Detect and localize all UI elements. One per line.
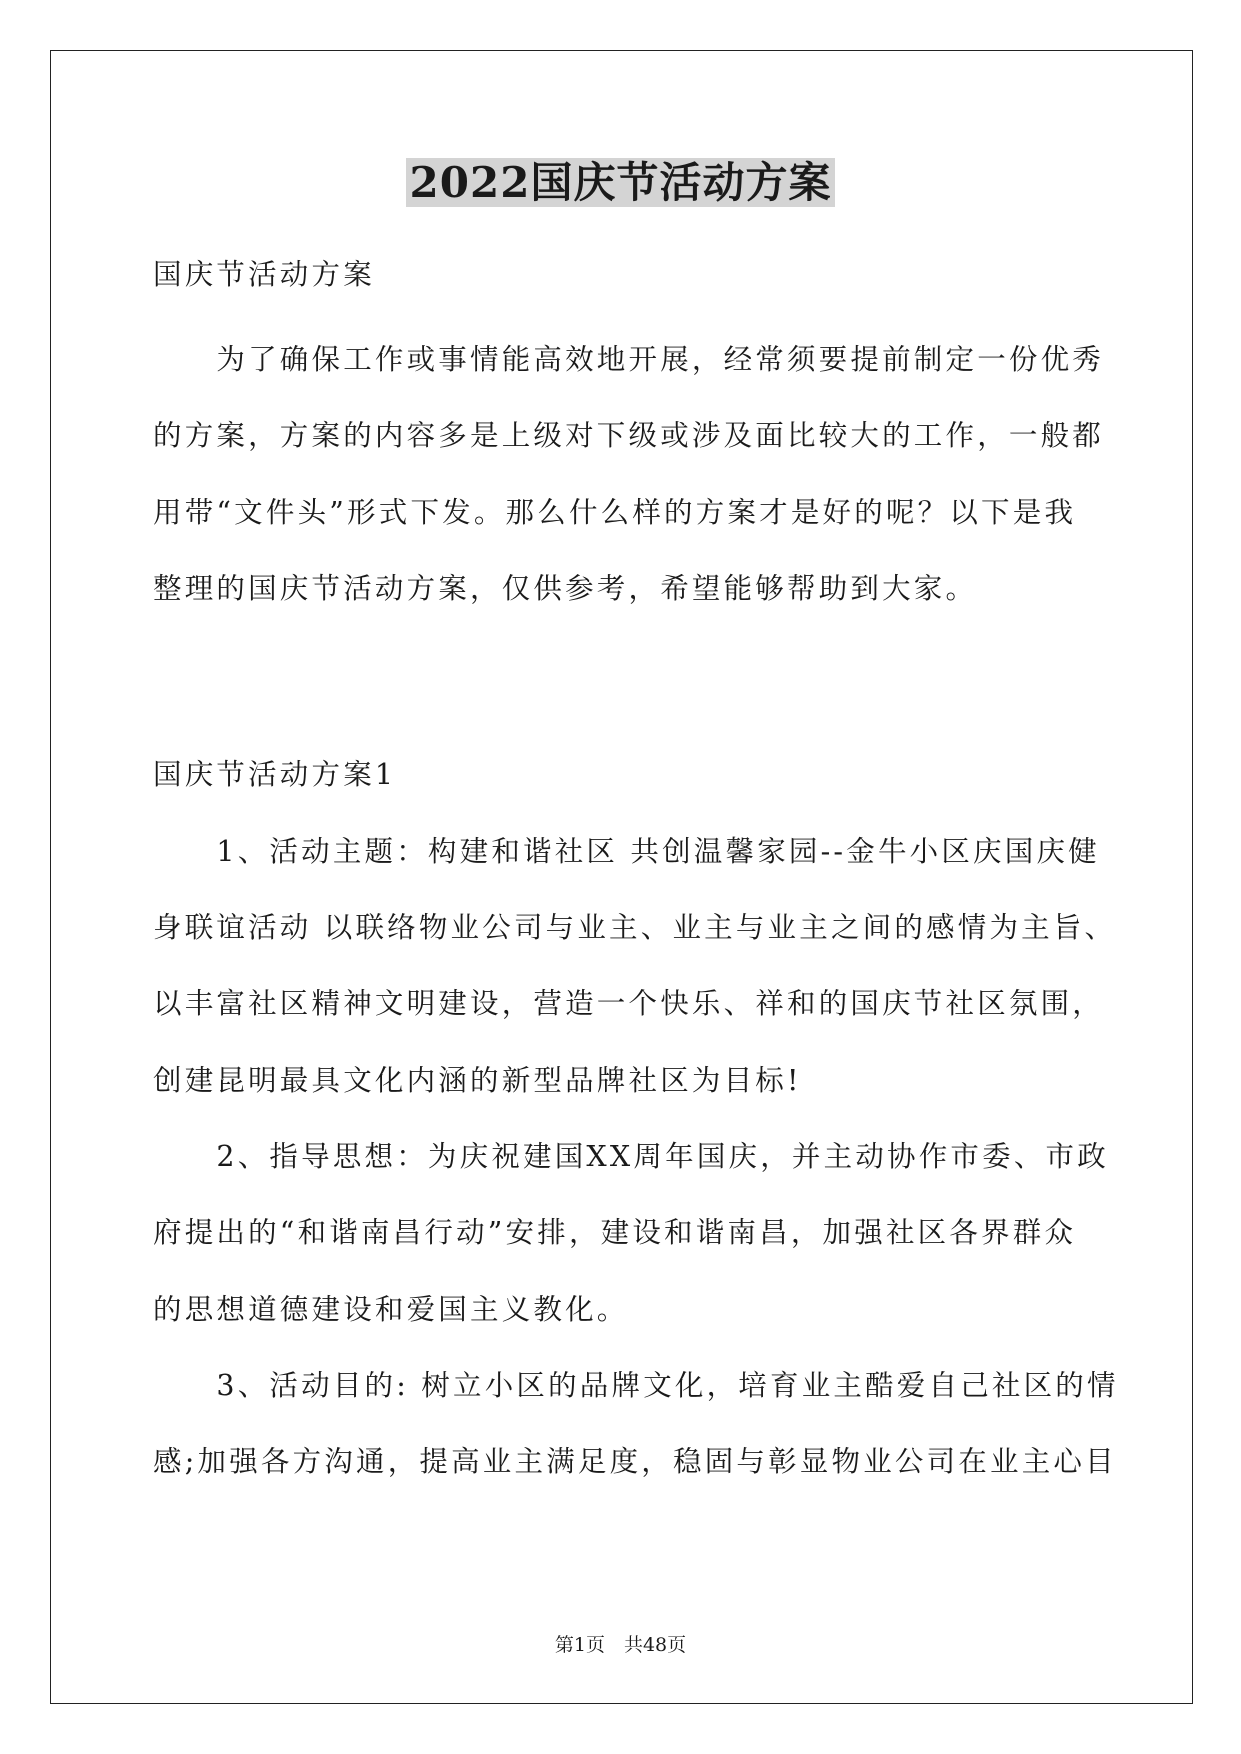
paragraph-line: 感;加强各方沟通，提高业主满足度，稳固与彰显物业公司在业主心目 — [153, 1445, 1117, 1478]
document-title-text: 2022国庆节活动方案 — [406, 158, 836, 207]
paragraph-line: 创建昆明最具文化内涵的新型品牌社区为目标! — [153, 1064, 802, 1097]
paragraph-line: 府提出的“和谐南昌行动”安排，建设和谐南昌，加强社区各界群众 — [153, 1216, 1077, 1249]
section-heading-intro: 国庆节活动方案 — [153, 258, 375, 291]
paragraph-line: 用带“文件头”形式下发。那么什么样的方案才是好的呢？以下是我 — [153, 496, 1077, 529]
paragraph-line: 以丰富社区精神文明建设，营造一个快乐、祥和的国庆节社区氛围， — [153, 987, 1105, 1020]
page-footer: 第1页 共48页 — [554, 1634, 687, 1656]
paragraph-line: 2、指导思想：为庆祝建国XX周年国庆，并主动协作市委、市政 — [153, 1140, 1109, 1173]
paragraph-line: 身联谊活动 以联络物业公司与业主、业主与业主之间的感情为主旨、 — [153, 911, 1117, 944]
section-heading-plan-1: 国庆节活动方案1 — [153, 758, 397, 791]
paragraph-line: 1、活动主题：构建和谐社区 共创温馨家园--金牛小区庆国庆健 — [153, 835, 1100, 868]
paragraph-line: 3、活动目的: 树立小区的品牌文化，培育业主酷爱自己社区的情 — [153, 1369, 1119, 1402]
paragraph-line: 为了确保工作或事情能高效地开展，经常须要提前制定一份优秀 — [153, 343, 1105, 376]
paragraph-line: 的方案，方案的内容多是上级对下级或涉及面比较大的工作，一般都 — [153, 419, 1105, 452]
paragraph-line: 整理的国庆节活动方案，仅供参考，希望能够帮助到大家。 — [153, 572, 978, 605]
document-title — [0, 155, 1241, 211]
paragraph-line: 的思想道德建设和爱国主义教化。 — [153, 1293, 629, 1326]
